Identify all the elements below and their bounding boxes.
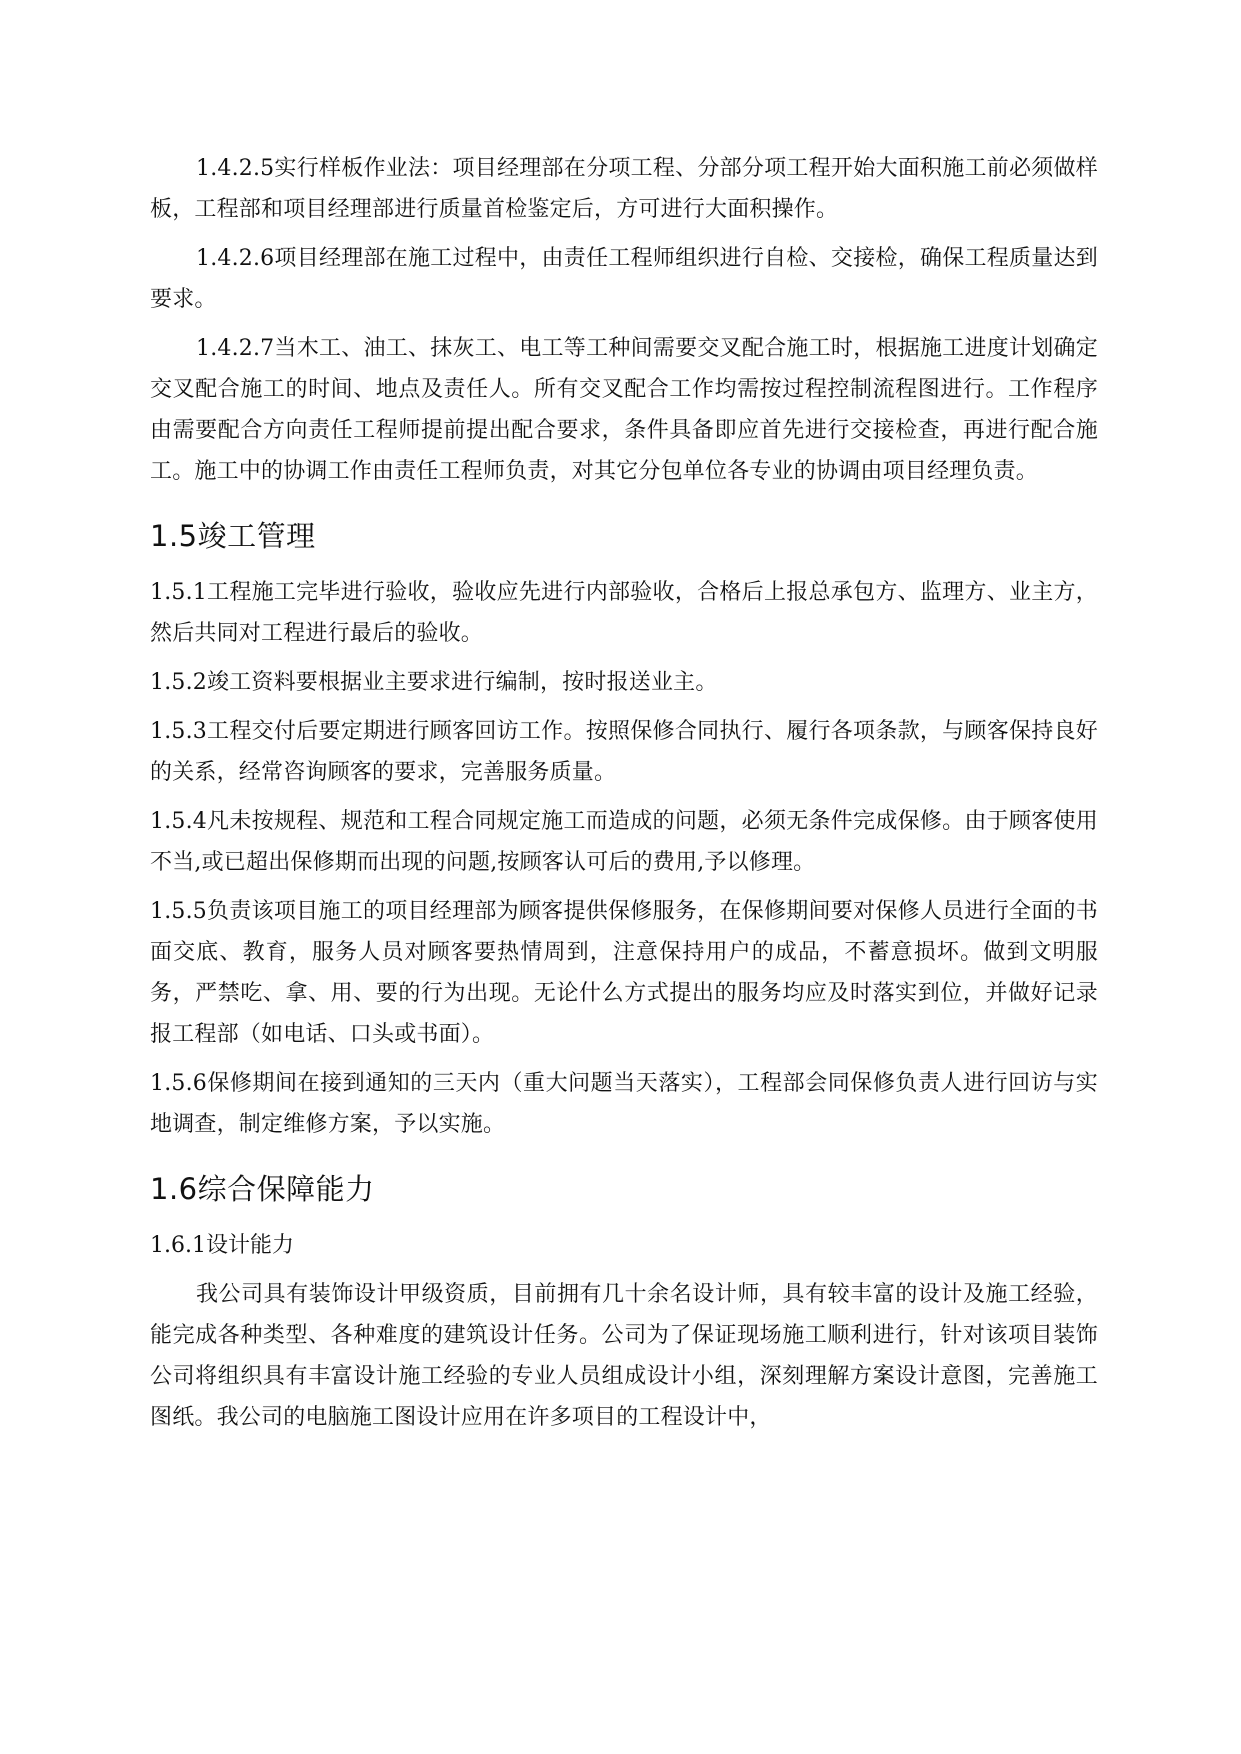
subsection-title-1-6-1: 1.6.1设计能力 [150, 1233, 294, 1258]
section-heading-1-5: 1.5竣工管理 [150, 519, 316, 553]
paragraph-1-5-6: 1.5.6保修期间在接到通知的三天内（重大问题当天落实），工程部会同保修负责人进行回访与实地调查，制定维修方案，予以实施。 [150, 1071, 1098, 1137]
paragraph-1-4-2-7: 1.4.2.7当木工、油工、抹灰工、电工等工种间需要交叉配合施工时，根据施工进度计划确定交叉配合施工的时间、地点及责任人。所有交叉配合工作均需按过程控制流程图进行。工作程序由需要配合方向责任工程师提前提出配合要求，条件具备即应首先进行交接检查，再进行配合施工。施工中的协调工作由责任工程师负责，对其它分包单位各专业的协调由项目经理负责。 [150, 336, 1098, 484]
paragraph-design-capability: 我公司具有装饰设计甲级资质，目前拥有几十余名设计师，具有较丰富的设计及施工经验，能完成各种类型、各种难度的建筑设计任务。公司为了保证现场施工顺利进行，针对该项目装饰公司将组织具有丰富设计施工经验的专业人员组成设计小组，深刻理解方案设计意图，完善施工图纸。我公司的电脑施工图设计应用在许多项目的工程设计中， [150, 1282, 1098, 1430]
document-page [150, 148, 1098, 1446]
paragraph-1-4-2-6: 1.4.2.6项目经理部在施工过程中，由责任工程师组织进行自检、交接检，确保工程质量达到要求。 [150, 246, 1098, 312]
paragraph-1-5-5: 1.5.5负责该项目施工的项目经理部为顾客提供保修服务，在保修期间要对保修人员进行全面的书面交底、教育，服务人员对顾客要热情周到，注意保持用户的成品，不蓄意损坏。做到文明服务，严禁吃、拿、用、要的行为出现。无论什么方式提出的服务均应及时落实到位，并做好记录报工程部（如电话、口头或书面）。 [150, 899, 1098, 1047]
paragraph-1-5-3: 1.5.3工程交付后要定期进行顾客回访工作。按照保修合同执行、履行各项条款，与顾客保持良好的关系，经常咨询顾客的要求，完善服务质量。 [150, 719, 1098, 785]
paragraph-1-4-2-5: 1.4.2.5实行样板作业法：项目经理部在分项工程、分部分项工程开始大面积施工前必须做样板，工程部和项目经理部进行质量首检鉴定后，方可进行大面积操作。 [150, 156, 1098, 222]
paragraph-1-5-2: 1.5.2竣工资料要根据业主要求进行编制，按时报送业主。 [150, 670, 718, 695]
paragraph-1-5-1: 1.5.1工程施工完毕进行验收，验收应先进行内部验收，合格后上报总承包方、监理方、业主方，然后共同对工程进行最后的验收。 [150, 580, 1098, 646]
section-heading-1-6: 1.6综合保障能力 [150, 1172, 375, 1206]
paragraph-1-5-4: 1.5.4凡未按规程、规范和工程合同规定施工而造成的问题，必须无条件完成保修。由于顾客使用不当,或已超出保修期而出现的问题,按顾客认可后的费用,予以修理。 [150, 809, 1098, 875]
